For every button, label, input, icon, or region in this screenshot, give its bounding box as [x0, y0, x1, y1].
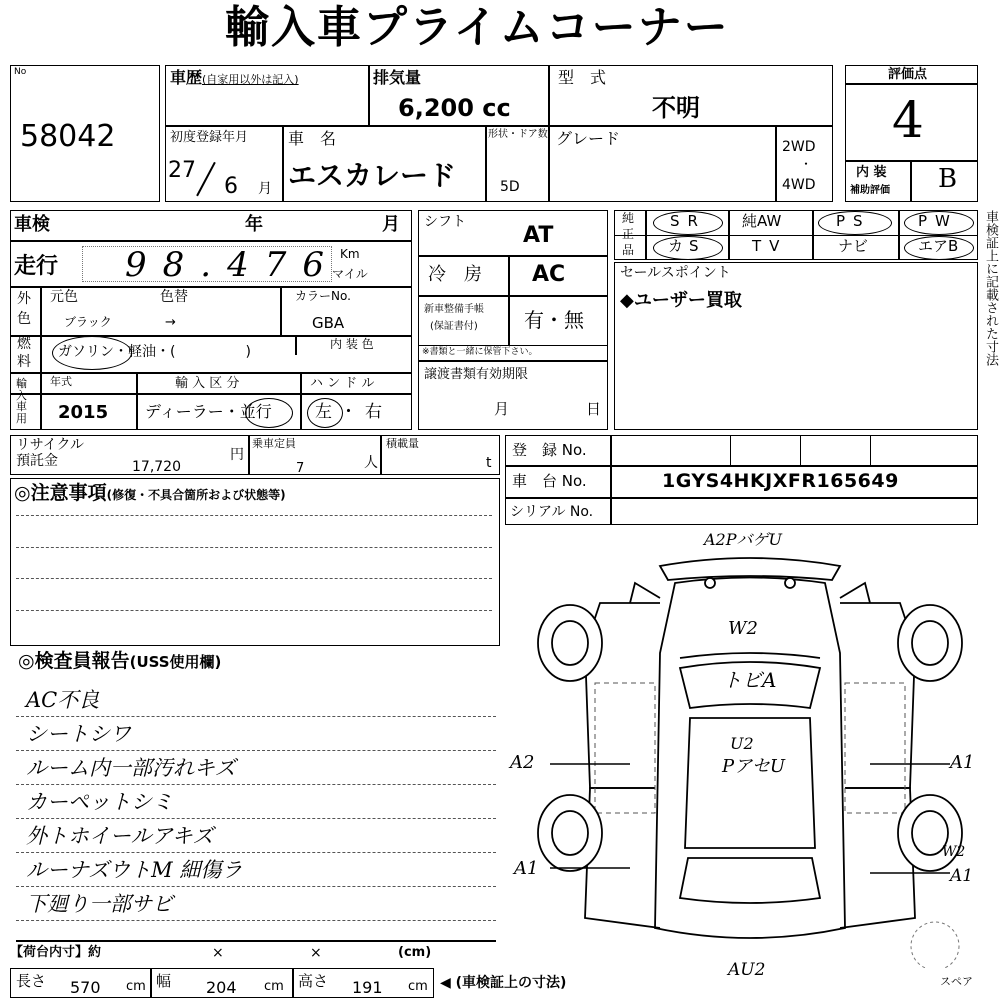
- genuine-label-1: 純: [622, 211, 635, 225]
- side-note: 車検証上に記載された寸法: [983, 210, 998, 366]
- score-value: 4: [892, 91, 924, 149]
- chassis-value: 1GYS4HKJXFR165649: [662, 470, 899, 492]
- inspector-line: 下廻り一部サビ: [26, 892, 173, 916]
- first-reg-year: 27: [168, 158, 196, 183]
- genuine-ps: PS: [836, 212, 871, 230]
- change-color-label: 色替: [160, 289, 188, 305]
- dims-length-value: 570: [70, 978, 101, 997]
- inspector-line: ルーナズウトM 細傷ラ: [26, 858, 243, 882]
- sales-point-box: [614, 262, 978, 430]
- genuine-pw-circle: [904, 211, 974, 235]
- color-arrow: →: [165, 315, 176, 330]
- first-reg-unit: 月: [258, 181, 272, 197]
- orig-color-value: ブラック: [64, 315, 112, 329]
- shaken-month: 月: [382, 214, 400, 235]
- manual-note: ※書類と一緒に保管下さい。: [422, 347, 538, 357]
- inspector-line: ルーム内一部汚れキズ: [26, 756, 236, 780]
- sales-point-value: ◆ユーザー買取: [620, 290, 742, 311]
- handle-label: ハ ン ド ル: [310, 376, 375, 391]
- fuel-circle: [52, 336, 132, 370]
- reg-label: 登 録 No.: [512, 441, 587, 459]
- dims-height-value: 191: [352, 978, 383, 997]
- model-type-label: 型 式: [558, 68, 607, 87]
- inspector-line: カーペットシミ: [26, 790, 173, 814]
- car-diagram: [510, 528, 1000, 968]
- interior-score-value: B: [938, 164, 958, 194]
- inspector-line: 外トホイールアキズ: [26, 824, 214, 848]
- diag-spare: スペア: [940, 975, 973, 988]
- genuine-ks-circle: [653, 236, 723, 260]
- diag-right-front: A1: [950, 752, 975, 773]
- car-name-value: エスカレード: [288, 159, 457, 192]
- import-kubun-value: ディーラー・並行: [145, 402, 272, 421]
- chassis-label: 車 台 No.: [512, 472, 587, 490]
- interior-label-1: 内 装: [856, 165, 887, 180]
- interior-color-label: 内 装 色: [330, 337, 374, 351]
- car-name-label: 車 名: [288, 129, 337, 148]
- cargo-x2: ×: [310, 945, 322, 961]
- capacity-unit: 人: [364, 455, 378, 471]
- dims-length-unit: cm: [126, 979, 146, 994]
- manual-label-2: (保証書付): [430, 321, 478, 332]
- import-kubun-label: 輸 入 区 分: [175, 376, 240, 391]
- left-arrow-icon: ◀: [440, 975, 456, 991]
- dims-height-unit: cm: [408, 979, 428, 994]
- aircon-label: 冷 房: [428, 264, 482, 285]
- color-side-1: 外: [17, 291, 31, 307]
- color-code-label: カラーNo.: [295, 289, 351, 303]
- interior-label-2: 補助評価: [850, 185, 890, 196]
- diag-right-rear-1: W2: [942, 844, 966, 860]
- diag-roof: U2: [730, 734, 754, 753]
- diag-roof-2: PアセU: [722, 756, 786, 777]
- dims-width-label: 幅: [156, 972, 172, 990]
- diag-windshield: トビA: [722, 668, 777, 692]
- genuine-label-3: 品: [622, 243, 635, 257]
- color-code-value: GBA: [312, 314, 345, 332]
- displacement-label: 排気量: [373, 68, 422, 87]
- cargo-unit: (cm): [398, 945, 432, 960]
- genuine-airbag: エアB: [918, 237, 959, 255]
- first-reg-month: 6: [224, 174, 238, 199]
- import-side-label: 輸入車用: [16, 377, 27, 425]
- diag-hood: W2: [728, 618, 758, 639]
- recycle-label-2: 預託金: [16, 453, 58, 469]
- load-unit: t: [486, 455, 492, 471]
- cargo-x1: ×: [212, 945, 224, 961]
- handle-value: 左・右: [315, 402, 390, 422]
- displacement-value: 6,200 cc: [398, 94, 511, 122]
- handle-circle: [307, 398, 343, 428]
- shaken-label: 車検: [14, 214, 50, 235]
- diag-left-front: A2: [510, 752, 535, 773]
- caution-title: ◎注意事項(修復・不具合箇所および状態等): [14, 482, 286, 504]
- genuine-sr-circle: [653, 211, 723, 235]
- lot-label: No: [14, 67, 27, 77]
- first-reg-label: 初度登録年月: [170, 130, 249, 145]
- model-type-value: 不明: [652, 94, 700, 122]
- genuine-ps-circle: [818, 211, 892, 235]
- capacity-label: 乗車定員: [252, 437, 296, 450]
- inspector-title: ◎検査員報告(USS使用欄): [18, 650, 222, 672]
- shaken-year: 年: [245, 214, 263, 235]
- fuel-side-1: 燃: [17, 336, 31, 352]
- sales-point-label: セールスポイント: [620, 265, 731, 281]
- diag-front-top: A2PバゲU: [704, 530, 782, 549]
- page-title: 輸入車プライムコーナー: [225, 2, 730, 53]
- serial-label: シリアル No.: [510, 504, 594, 520]
- genuine-airbag-circle: [904, 236, 974, 260]
- diag-right-rear-2: A1: [950, 866, 974, 886]
- genuine-navi: ナビ: [838, 237, 869, 255]
- recycle-value: 17,720: [132, 459, 181, 475]
- import-year-label: 年式: [50, 375, 72, 388]
- dims-height-label: 高さ: [298, 972, 329, 990]
- import-year-value: 2015: [58, 402, 109, 423]
- genuine-tv: TV: [752, 237, 788, 255]
- transfer-day: 日: [586, 400, 602, 418]
- mileage-unit-km: Km: [340, 247, 360, 261]
- fuel-value: ガソリン・軽油・( ): [58, 344, 251, 360]
- shift-label: シフト: [424, 214, 466, 230]
- genuine-ks: カS: [668, 237, 705, 255]
- dims-note: ◀ (車検証上の寸法): [440, 975, 567, 991]
- dims-width-value: 204: [206, 978, 237, 997]
- grade-dot: ・: [800, 157, 813, 171]
- cargo-label: 【荷台内寸】約: [10, 945, 102, 960]
- doors-label: 形状・ドア数: [488, 129, 548, 140]
- genuine-label-2: 正: [622, 227, 635, 241]
- doors-value: 5D: [500, 179, 520, 195]
- genuine-pw: PW: [918, 212, 958, 230]
- grade-2wd: 2WD: [782, 139, 816, 155]
- mileage-value: 98.476: [125, 245, 340, 285]
- color-side-2: 色: [17, 311, 31, 327]
- grade-4wd: 4WD: [782, 177, 816, 193]
- orig-color-label: 元色: [50, 289, 78, 305]
- diag-rear: AU2: [728, 960, 766, 980]
- genuine-sr: SR: [670, 212, 706, 230]
- capacity-value: 7: [296, 461, 305, 476]
- genuine-aw: 純AW: [742, 212, 782, 230]
- shift-value: AT: [523, 223, 554, 248]
- diag-left-rear: A1: [514, 858, 539, 879]
- score-label: 評価点: [888, 67, 928, 82]
- import-kubun-circle: [245, 398, 293, 428]
- grade-label: グレード: [556, 129, 621, 148]
- inspector-line: シートシワ: [26, 722, 131, 746]
- inspector-line: AC不良: [26, 688, 100, 712]
- fuel-side-2: 料: [17, 354, 31, 370]
- recycle-label-1: リサイクル: [16, 437, 85, 453]
- lot-number: 58042: [20, 119, 116, 154]
- manual-value: 有・無: [524, 308, 584, 332]
- mileage-unit-mile: マイル: [332, 267, 368, 281]
- transfer-label: 譲渡書類有効期限: [424, 367, 529, 382]
- transfer-month: 月: [494, 400, 510, 418]
- load-label: 積載量: [386, 437, 419, 450]
- dims-length-label: 長さ: [16, 972, 47, 990]
- aircon-value: AC: [532, 262, 566, 287]
- recycle-unit: 円: [230, 447, 244, 463]
- mileage-label: 走行: [14, 254, 59, 279]
- history-label: 車歴(自家用以外は記入): [170, 68, 299, 87]
- manual-label-1: 新車整備手帳: [424, 304, 484, 315]
- dims-width-unit: cm: [264, 979, 284, 994]
